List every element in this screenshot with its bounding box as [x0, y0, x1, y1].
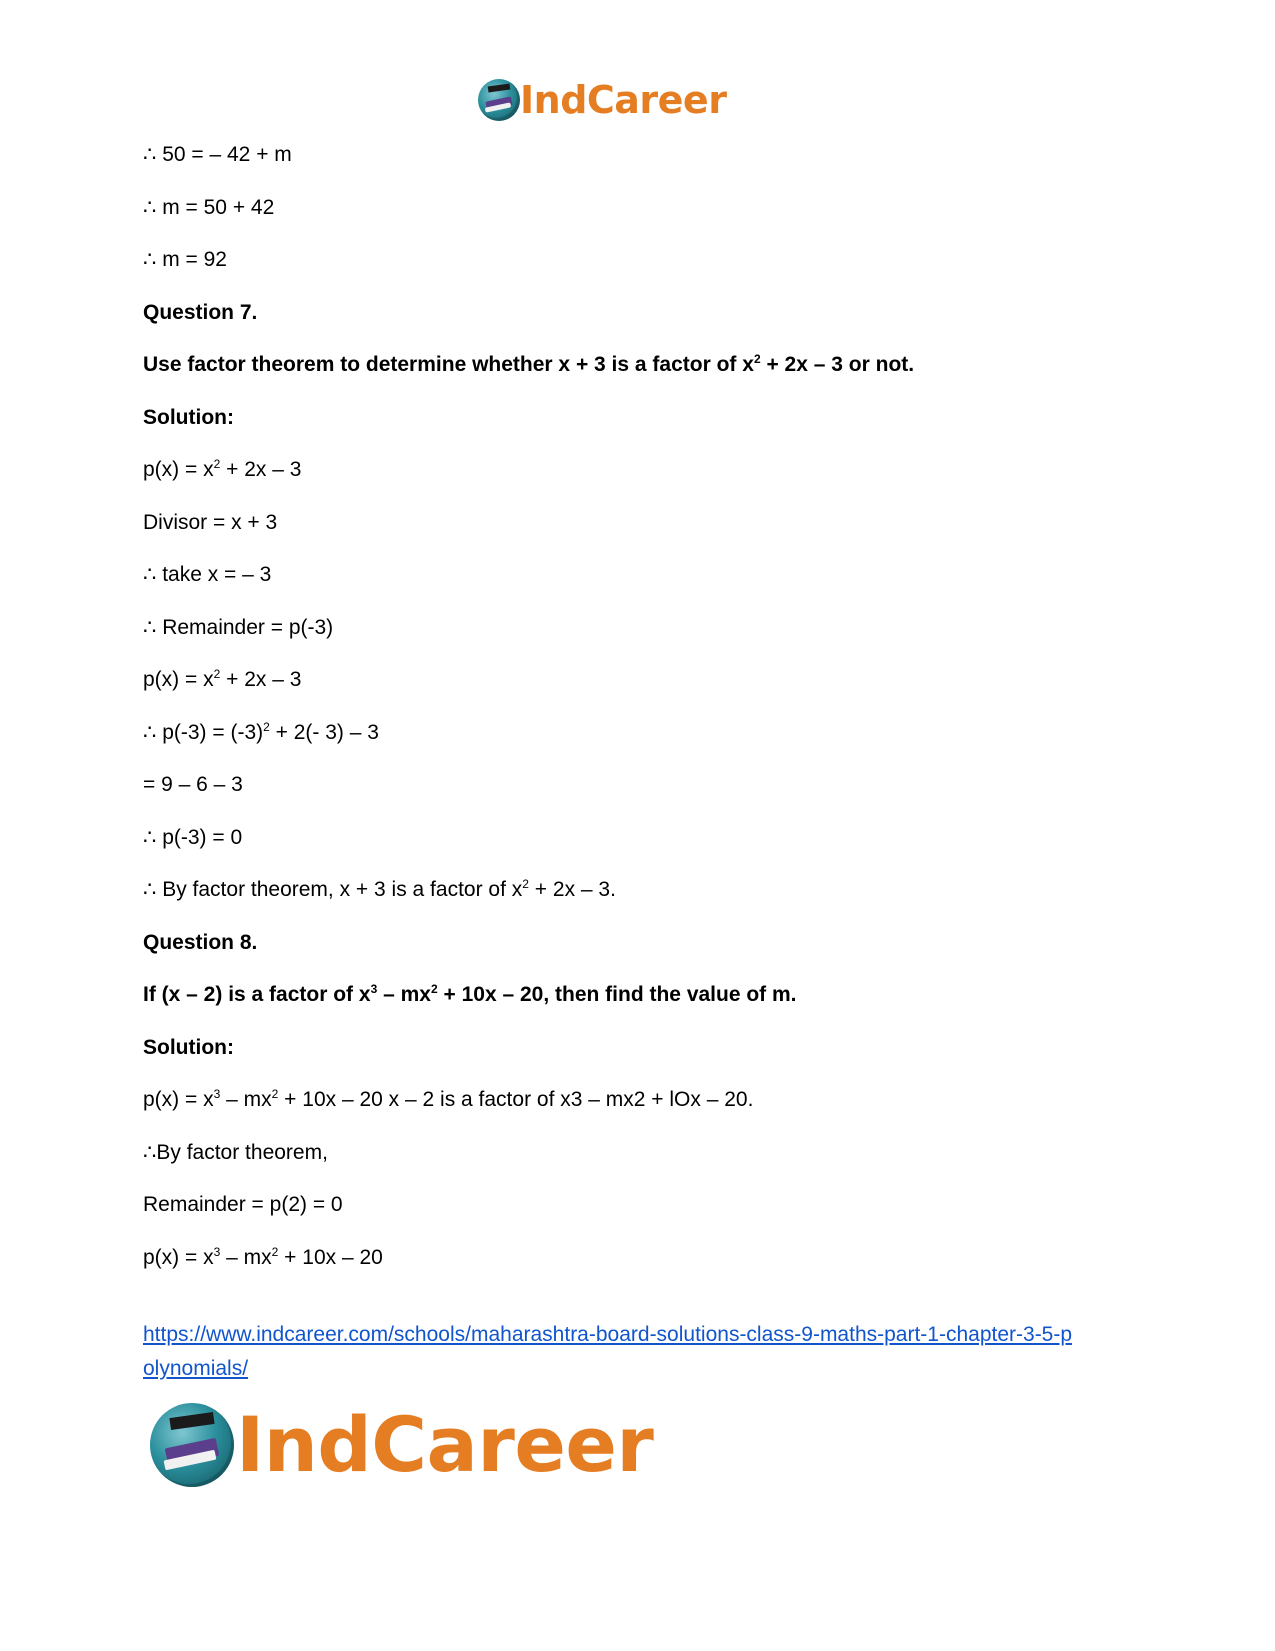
question-7-title: Question 7.: [143, 301, 258, 324]
question-8-text: If (x – 2) is a factor of $x^3 - mx^2 + 10x - 20$, then find the value of m.: [143, 982, 797, 1006]
solution-heading: Solution:: [143, 1036, 234, 1059]
question-8-title: Question 8.: [143, 931, 258, 954]
math-line: ∴ $p(-3) = (-3)^2 + 2(-$ 3) – 3: [143, 720, 379, 744]
math-line: Divisor = x + 3: [143, 511, 278, 534]
math-line: ∴ take x = – 3: [143, 563, 272, 586]
math-line: ∴ m = 92: [143, 248, 227, 271]
math-line: ∴ p(-3) = 0: [143, 826, 243, 849]
math-line: $p(x) = x^2 + 2x - 3$: [143, 457, 302, 481]
math-line: $p(x) = x^2 + 2x - 3$: [143, 667, 302, 691]
header-logo-text: IndCareer: [520, 78, 727, 122]
math-line: $p(x) = x^3 - mx^2 + 10x - 20$ x – 2 is a factor of x3 – mx2 + lOx – 20.: [143, 1087, 754, 1111]
footer-logo: [150, 1400, 653, 1489]
source-link[interactable]: https://www.indcareer.com/schools/maharashtra-board-solutions-class-9-maths-part-1-chapter-3-5-polynomials/: [143, 1323, 1073, 1380]
globe-book-icon: [150, 1403, 234, 1487]
math-line: ∴By factor theorem,: [143, 1141, 328, 1164]
math-line: ∴ m = 50 + 42: [143, 196, 275, 219]
question-7-text: Use factor theorem to determine whether x + 3 is a factor of $x^2 + 2x - 3$ or not.: [143, 352, 915, 376]
math-line: ∴ Remainder = p(-3): [143, 616, 334, 639]
footer-logo-text: IndCareer: [236, 1400, 654, 1489]
globe-book-icon: [478, 79, 520, 121]
math-line: ∴ 50 = – 42 + m: [143, 143, 292, 166]
math-line: ∴ By factor theorem, x + 3 is a factor of $x^2 + 2x - 3$.: [143, 877, 616, 901]
math-line: $p(x) = x^3 - mx^2 + 10x - 20$: [143, 1245, 383, 1269]
solution-heading: Solution:: [143, 406, 234, 429]
header-logo: [478, 78, 726, 122]
math-line: Remainder = p(2) = 0: [143, 1193, 343, 1216]
math-line: = 9 – 6 – 3: [143, 773, 243, 796]
